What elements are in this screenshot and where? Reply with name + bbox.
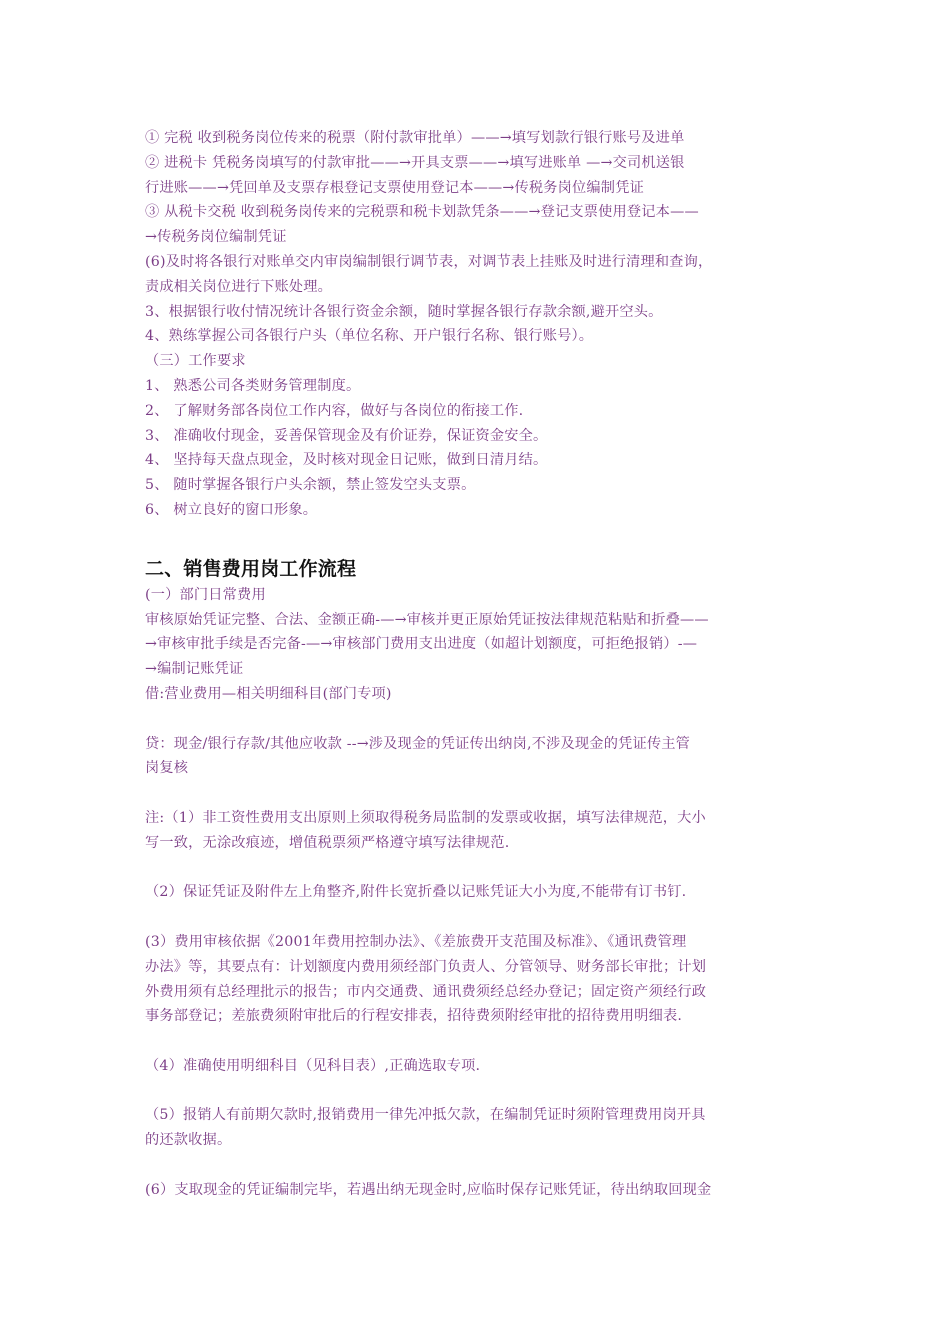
credit-entry: 岗复核 <box>145 760 189 777</box>
text-line: ② 进税卡 凭税务岗填写的付款审批——→开具支票——→填写进账单 —→交司机送银 <box>145 154 685 171</box>
note-3: 外费用须有总经理批示的报告；市内交通费、通讯费须经总经办登记；固定资产须经行政 <box>145 983 707 1000</box>
section-heading: 二、销售费用岗工作流程 <box>145 557 357 580</box>
note-3: 事务部登记；差旅费须附审批后的行程安排表，招待费须附经审批的招待费用明细表. <box>145 1008 683 1025</box>
note-1: 注:（1）非工资性费用支出原则上须取得税务局监制的发票或收据，填写法律规范，大小 <box>145 809 706 826</box>
text-line: (6)及时将各银行对账单交内审岗编制银行调节表，对调节表上挂账及时进行清理和查询， <box>145 253 713 270</box>
note-3: 办法》等，其要点有：计划额度内费用须经部门负责人、分管领导、财务部长审批；计划 <box>145 958 707 975</box>
text-line: 责成相关岗位进行下账处理。 <box>145 278 333 295</box>
text-line: →传税务岗位编制凭证 <box>145 229 287 246</box>
text-line: ③ 从税卡交税 收到税务岗传来的完税票和税卡划款凭条——→登记支票使用登记本—— <box>145 204 699 221</box>
sub-heading: (一）部门日常费用 <box>145 586 266 603</box>
flow-line: →审核审批手续是否完备-—→审核部门费用支出进度（如超计划额度，可拒绝报销）-— <box>145 636 698 653</box>
section-sales-expense <box>145 555 815 1203</box>
requirement-item: 4、 坚持每天盘点现金，及时核对现金日记账，做到日清月结。 <box>145 452 548 469</box>
requirement-item: 1、 熟悉公司各类财务管理制度。 <box>145 377 361 394</box>
note-2: （2）保证凭证及附件左上角整齐,附件长宽折叠以记账凭证大小为度,不能带有订书钉. <box>145 884 687 901</box>
note-3: (3）费用审核依据《2001年费用控制办法》、《差旅费开支范围及标准》、《通讯费管理 <box>145 933 687 950</box>
requirement-item: 5、 随时掌握各银行户头余额，禁止签发空头支票。 <box>145 477 476 494</box>
flow-line: 审核原始凭证完整、合法、金额正确-—→审核并更正原始凭证按法律规范粘贴和折叠—— <box>145 611 709 628</box>
note-5: 的还款收据。 <box>145 1132 232 1149</box>
text-line: ① 完税 收到税务岗位传来的税票（附付款审批单）——→填写划款行银行账号及进单 <box>145 130 685 146</box>
note-4: （4）准确使用明细科目（见科目表）,正确选取专项. <box>145 1057 481 1074</box>
requirement-item: 3、 准确收付现金，妥善保管现金及有价证券，保证资金安全。 <box>145 427 548 444</box>
text-line: 行进账——→凭回单及支票存根登记支票使用登记本——→传税务岗位编制凭证 <box>145 179 644 196</box>
requirement-item: 6、 树立良好的窗口形象。 <box>145 501 318 518</box>
requirement-item: 2、 了解财务部各岗位工作内容，做好与各岗位的衔接工作. <box>145 402 524 419</box>
note-6: (6）支取现金的凭证编制完毕，若遇出纳无现金时,应临时保存记账凭证，待出纳取回现金 <box>145 1181 712 1198</box>
text-line: 4、熟练掌握公司各银行户头（单位名称、开户银行名称、银行账号）。 <box>145 328 594 345</box>
text-line: 3、根据银行收付情况统计各银行资金余额，随时掌握各银行存款余额,避开空头。 <box>145 303 663 320</box>
note-5: （5）报销人有前期欠款时,报销费用一律先冲抵欠款，在编制凭证时须附管理费用岗开具 <box>145 1107 706 1124</box>
note-1: 写一致，无涂改痕迹，增值税票须严格遵守填写法律规范. <box>145 834 510 851</box>
section-cashier-flow <box>145 126 815 523</box>
debit-entry: 借:营业费用—相关明细科目(部门专项) <box>145 685 392 702</box>
work-requirements-heading: （三）工作要求 <box>145 353 246 370</box>
credit-entry: 贷：现金/银行存款/其他应收款 --→涉及现金的凭证传出纳岗,不涉及现金的凭证传主管 <box>145 735 691 752</box>
document-page <box>145 126 815 1203</box>
flow-line: →编制记账凭证 <box>145 661 244 678</box>
